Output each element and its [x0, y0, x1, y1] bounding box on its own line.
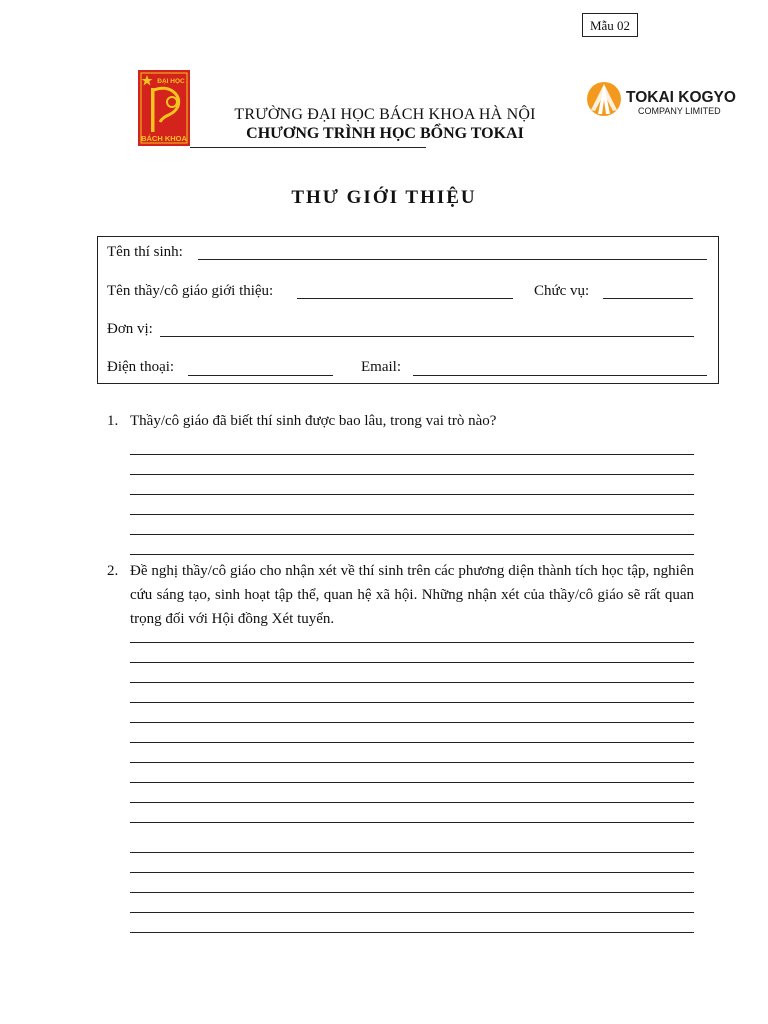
answer-2-line[interactable]	[130, 702, 694, 703]
candidate-name-label: Tên thí sinh:	[107, 244, 183, 260]
university-name: TRƯỜNG ĐẠI HỌC BÁCH KHOA HÀ NỘI	[234, 106, 536, 123]
answer-1-line[interactable]	[130, 514, 694, 515]
answer-1-line[interactable]	[130, 494, 694, 495]
answer-2-line[interactable]	[130, 872, 694, 873]
answer-2-line[interactable]	[130, 802, 694, 803]
candidate-name-field[interactable]	[198, 259, 707, 260]
answer-2-line[interactable]	[130, 722, 694, 723]
answer-1-line[interactable]	[130, 554, 694, 555]
svg-text:TOKAI KOGYO: TOKAI KOGYO	[626, 89, 736, 106]
form-code: Mẫu 02	[582, 13, 638, 37]
question-2-text: Đề nghị thầy/cô giáo cho nhận xét về thí sinh trên các phương diện thành tích học tập, nghiên cứu sáng tạo, sinh hoạt tập thể, quan hệ xã hội. Những nhận xét của thầy/cô giáo sẽ rất quan trọng đối với Hội đồng Xét tuyển.	[130, 563, 694, 627]
answer-2-line[interactable]	[130, 682, 694, 683]
question-1-number: 1.	[107, 413, 119, 429]
svg-text:COMPANY LIMITED: COMPANY LIMITED	[638, 106, 721, 116]
position-label: Chức vụ:	[534, 283, 590, 299]
unit-label: Đơn vị:	[107, 321, 153, 337]
program-name: CHƯƠNG TRÌNH HỌC BỔNG TOKAI	[246, 125, 524, 142]
email-label: Email:	[361, 359, 401, 375]
answer-2-line[interactable]	[130, 782, 694, 783]
question-1-text: Thầy/cô giáo đã biết thí sinh được bao lâu, trong vai trò nào?	[130, 413, 497, 429]
answer-2-line[interactable]	[130, 642, 694, 643]
answer-2-line[interactable]	[130, 662, 694, 663]
unit-field[interactable]	[160, 336, 694, 337]
tokai-kogyo-logo	[586, 80, 746, 120]
svg-text:BÁCH KHOA: BÁCH KHOA	[141, 134, 187, 143]
position-field[interactable]	[603, 298, 693, 299]
answer-1-line[interactable]	[130, 454, 694, 455]
answer-2-line[interactable]	[130, 762, 694, 763]
question-2-number: 2.	[107, 563, 119, 579]
teacher-name-label: Tên thầy/cô giáo giới thiệu:	[107, 283, 274, 299]
answer-2-line[interactable]	[130, 932, 694, 933]
answer-1-line[interactable]	[130, 474, 694, 475]
answer-2-line[interactable]	[130, 852, 694, 853]
answer-2-line[interactable]	[130, 912, 694, 913]
email-field[interactable]	[413, 375, 707, 376]
teacher-name-field[interactable]	[297, 298, 513, 299]
answer-2-line[interactable]	[130, 742, 694, 743]
header-underline	[190, 147, 426, 148]
answer-2-line[interactable]	[130, 892, 694, 893]
answer-2-line[interactable]	[130, 822, 694, 823]
svg-text:ĐẠI HỌC: ĐẠI HỌC	[157, 78, 185, 85]
answer-1-line[interactable]	[130, 534, 694, 535]
phone-label: Điện thoại:	[107, 359, 175, 375]
letter-title: THƯ GIỚI THIỆU	[291, 187, 477, 208]
bach-khoa-logo	[138, 70, 190, 146]
phone-field[interactable]	[188, 375, 333, 376]
